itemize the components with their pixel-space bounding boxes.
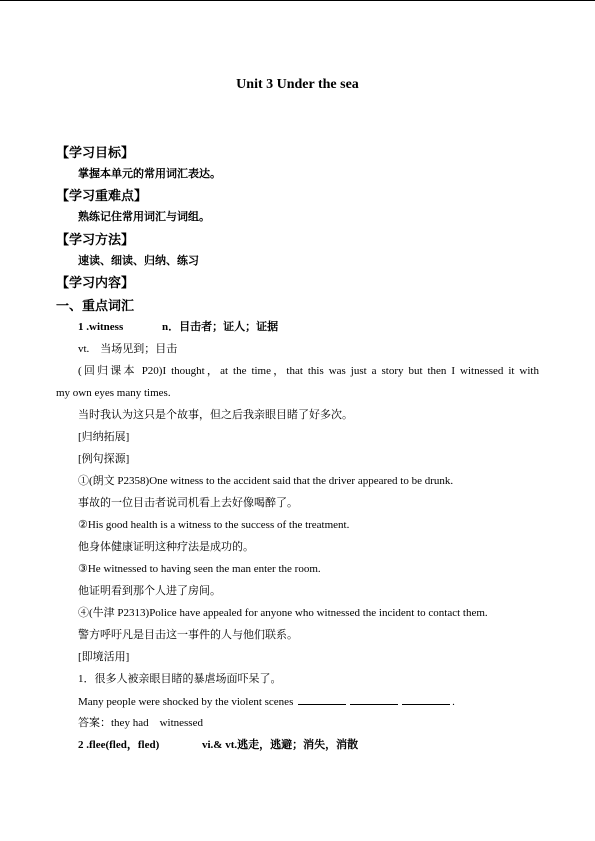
textbook-example-en-line1: (回归课本 P20)I thought，at the time，that this was just a story but then I witnessed it with [78, 365, 539, 377]
expand-label: [归纳拓展] [78, 431, 130, 443]
sentence-1-en: ①(朗文 P2358)One witness to the accident said that the driver appeared to be drunk. [78, 475, 454, 487]
sentence-4-cn: 警方呼吁凡是目击这一事件的人与他们联系。 [78, 629, 298, 641]
top-border-line [0, 0, 595, 1]
answer-blank [350, 694, 398, 705]
method-text: 速读、细读、归纳、练习 [78, 255, 199, 267]
vocab-heading: 一、重点词汇 [56, 298, 135, 313]
exercise-1-cn: 1．很多人被亲眼目睹的暴虐场面吓呆了。 [78, 673, 282, 685]
goal-heading: 【学习目标】 [56, 145, 135, 160]
answer-blank [298, 694, 346, 705]
entry-pos-verb: vt. 当场见到；目击 [78, 343, 178, 355]
textbook-example-cn: 当时我认为这只是个故事，但之后我亲眼目睹了好多次。 [78, 409, 353, 421]
sentence-1-cn: 事故的一位目击者说司机看上去好像喝醉了。 [78, 497, 298, 509]
sentence-3-en: ③He witnessed to having seen the man enter the room. [78, 563, 321, 575]
exercise-1-sentence: Many people were shocked by the violent scenes [78, 696, 294, 708]
sentence-2-en: ②His good health is a witness to the success of the treatment. [78, 519, 350, 531]
key-points-heading: 【学习重难点】 [56, 188, 148, 203]
entry-2-pos: vi.& vt.逃走，逃避；消失，消散 [202, 739, 359, 751]
practice-label: [即境活用] [78, 651, 130, 663]
key-points-text: 熟练记住常用词汇与词组。 [78, 211, 210, 223]
entry-2-word: 2 .flee(fled，fled) [78, 739, 160, 751]
method-heading: 【学习方法】 [56, 232, 135, 247]
explore-label: [例句探源] [78, 453, 130, 465]
textbook-example-en-line2: my own eyes many times. [56, 387, 171, 399]
page-title: Unit 3 Under the sea [236, 77, 359, 92]
entry-word: 1 .witness [78, 321, 124, 333]
goal-text: 掌握本单元的常用词汇表达。 [78, 168, 221, 180]
exercise-1-answer: 答案：they had witnessed [78, 717, 203, 729]
sentence-2-cn: 他身体健康证明这种疗法是成功的。 [78, 541, 254, 553]
exercise-1-en [78, 694, 455, 709]
sentence-3-cn: 他证明看到那个人进了房间。 [78, 585, 221, 597]
content-heading: 【学习内容】 [56, 275, 135, 290]
sentence-4-en: ④(牛津 P2313)Police have appealed for anyone who witnessed the incident to contact them. [78, 607, 488, 619]
exercise-1-period: . [452, 696, 455, 708]
entry-pos-noun: n．目击者；证人；证据 [162, 321, 279, 333]
answer-blank [402, 694, 450, 705]
